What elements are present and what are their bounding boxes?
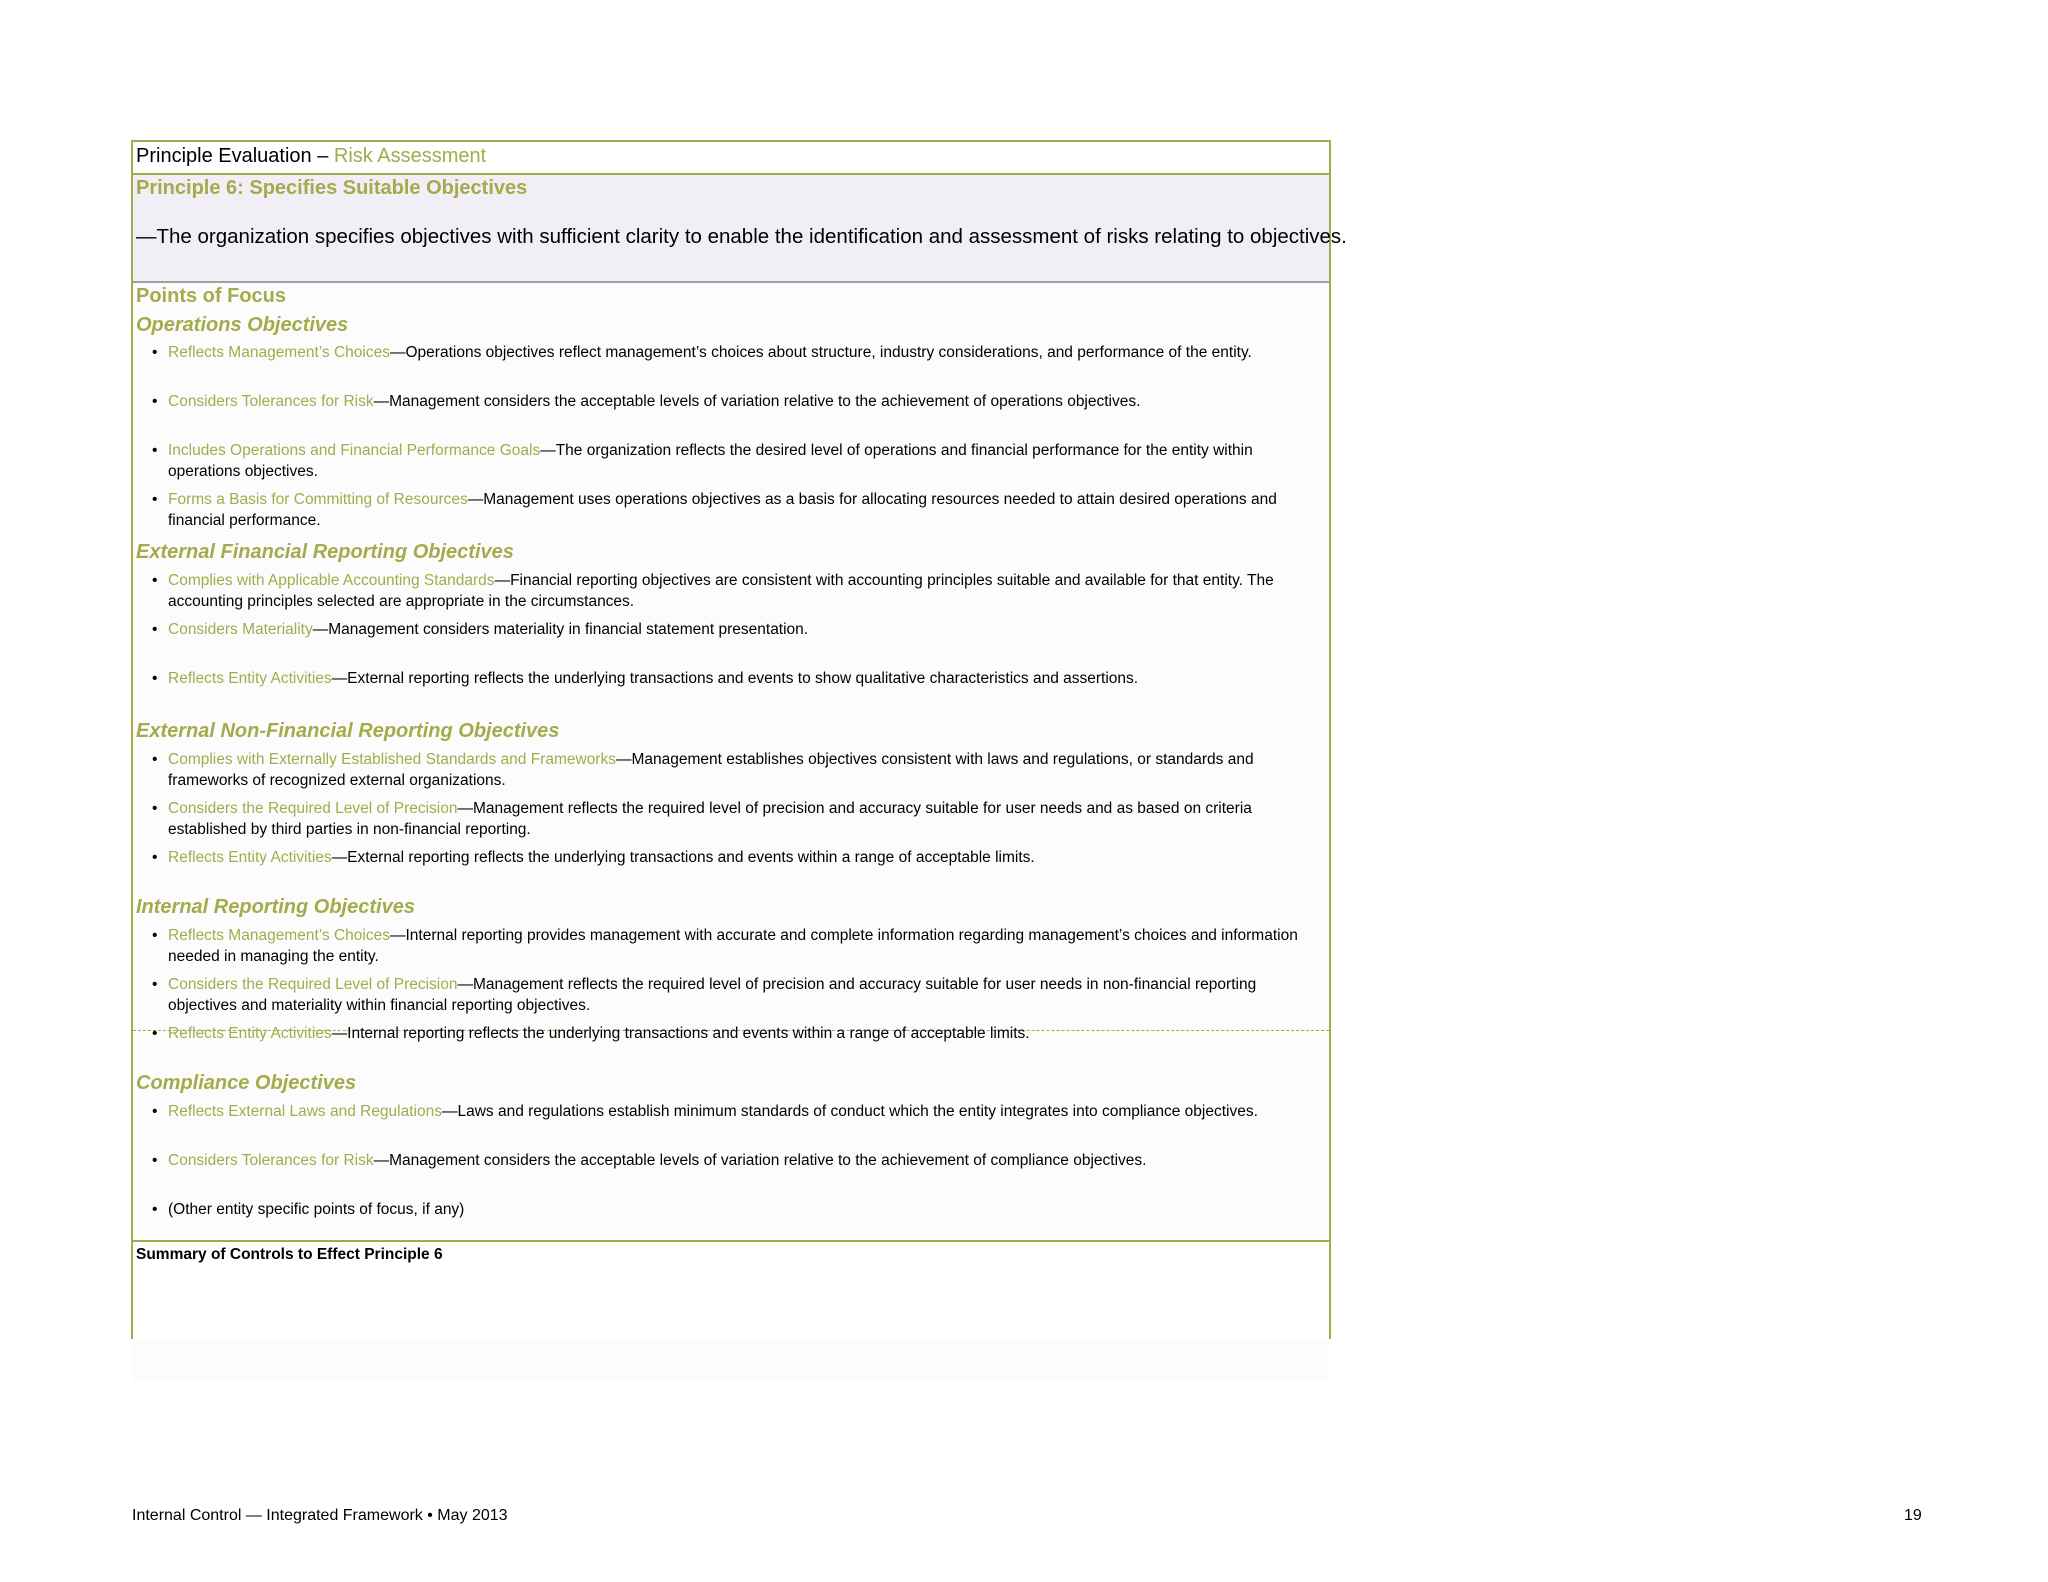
list-item xyxy=(152,440,1318,482)
point-text: —Operations objectives reflect management’s choices about structure, industry considerations, and performance of the entity. xyxy=(390,344,1252,361)
table-title-row xyxy=(133,142,1329,175)
bullet-icon: • xyxy=(152,927,158,944)
bullet-icon: • xyxy=(152,344,158,361)
point-text: —External reporting reflects the underlying transactions and events within a range of acceptable limits. xyxy=(331,849,1035,866)
principle-row xyxy=(133,175,1347,283)
principle-statement: —The organization specifies objectives with sufficient clarity to enable the identification and assessment of risks relating to objectives. xyxy=(136,225,1347,248)
bullet-icon: • xyxy=(152,670,158,687)
point-text: (Other entity specific points of focus, if any) xyxy=(168,1201,465,1218)
list-item xyxy=(152,925,1318,967)
point-lead: Reflects Entity Activities xyxy=(168,849,332,866)
point-text: —Internal reporting provides management with accurate and complete information regarding management’s choices and information needed in managing the entity. xyxy=(168,927,1298,965)
component-name: Risk Assessment xyxy=(333,145,487,167)
point-text: —The organization reflects the desired level of operations and financial performance for the entity within operations objectives. xyxy=(168,442,1253,480)
point-lead: Forms a Basis for Committing of Resources xyxy=(168,491,468,508)
title-prefix: Principle Evaluation – xyxy=(136,145,334,167)
point-text: —Internal reporting reflects the underlying transactions and events within a range of acceptable limits. xyxy=(331,1025,1030,1042)
point-lead: Considers Tolerances for Risk xyxy=(168,393,374,410)
bullet-icon: • xyxy=(152,849,158,866)
footer-title: Internal Control — Integrated Framework • May 2013 xyxy=(132,1507,508,1524)
bullet-icon: • xyxy=(152,572,158,589)
point-text: —Financial reporting objectives are consistent with accounting principles suitable and available for that entity. The accounting principles selected are appropriate in the circumstances. xyxy=(168,572,1274,610)
section-title-external-financial: External Financial Reporting Objectives xyxy=(136,541,514,563)
point-text: —Laws and regulations establish minimum standards of conduct which the entity integrates into compliance objectives. xyxy=(441,1103,1258,1120)
bullet-icon: • xyxy=(152,1152,158,1169)
list-item xyxy=(152,974,1318,1016)
section-title-compliance: Compliance Objectives xyxy=(136,1072,357,1094)
list-item xyxy=(152,1023,1318,1044)
point-text: —Management uses operations objectives as a basis for allocating resources needed to attain desired operations and financial performance. xyxy=(168,491,1277,529)
point-text: —Management considers materiality in financial statement presentation. xyxy=(312,621,809,638)
list-item xyxy=(152,1101,1318,1122)
section-title-operations: Operations Objectives xyxy=(136,314,349,336)
point-text: —Management considers the acceptable levels of variation relative to the achievement of compliance objectives. xyxy=(373,1152,1147,1169)
bullet-icon: • xyxy=(152,1103,158,1120)
section-title-external-non-financial: External Non-Financial Reporting Objectives xyxy=(136,720,560,742)
bullet-icon: • xyxy=(152,1025,158,1042)
list-item xyxy=(152,847,1318,868)
bullet-icon: • xyxy=(152,800,158,817)
point-lead: Considers the Required Level of Precision xyxy=(168,800,458,817)
summary-of-controls-row xyxy=(133,1240,1329,1339)
list-item xyxy=(152,668,1318,689)
list-item xyxy=(152,798,1318,840)
list-item xyxy=(152,489,1318,531)
principle-heading: Principle 6: Specifies Suitable Objectives xyxy=(136,177,528,199)
list-item xyxy=(152,391,1318,412)
point-lead: Reflects Entity Activities xyxy=(168,670,332,687)
point-text: —External reporting reflects the underlying transactions and events to show qualitative characteristics and assertions. xyxy=(331,670,1139,687)
point-lead: Reflects Management’s Choices xyxy=(168,927,390,944)
bullet-icon: • xyxy=(152,393,158,410)
list-item xyxy=(152,570,1318,612)
section-title-internal-reporting: Internal Reporting Objectives xyxy=(136,896,415,918)
list-item xyxy=(152,749,1318,791)
point-lead: Includes Operations and Financial Performance Goals xyxy=(168,442,541,459)
points-of-focus-heading: Points of Focus xyxy=(136,285,286,307)
point-lead: Complies with Applicable Accounting Standards xyxy=(168,572,495,589)
point-lead: Reflects Management’s Choices xyxy=(168,344,390,361)
bullet-icon: • xyxy=(152,621,158,638)
bullet-icon: • xyxy=(152,751,158,768)
point-lead: Considers Tolerances for Risk xyxy=(168,1152,374,1169)
point-lead: Complies with Externally Established Standards and Frameworks xyxy=(168,751,616,768)
list-item xyxy=(152,1199,1318,1220)
points-of-focus-row xyxy=(133,283,1329,1382)
bullet-icon: • xyxy=(152,491,158,508)
point-lead: Considers the Required Level of Precision xyxy=(168,976,458,993)
summary-of-controls-label: Summary of Controls to Effect Principle 6 xyxy=(136,1246,443,1263)
point-text: —Management reflects the required level of precision and accuracy suitable for user needs in non-financial reporting objectives and materiality within financial reporting objectives. xyxy=(168,976,1257,1014)
principle-evaluation-table xyxy=(131,140,1347,1339)
point-text: —Management considers the acceptable levels of variation relative to the achievement of operations objectives. xyxy=(373,393,1141,410)
bullet-icon: • xyxy=(152,1201,158,1218)
page-number: 19 xyxy=(1904,1507,1922,1524)
list-item xyxy=(152,1150,1318,1171)
bullet-icon: • xyxy=(152,976,158,993)
point-lead: Considers Materiality xyxy=(168,621,313,638)
point-text: —Management establishes objectives consistent with laws and regulations, or standards and frameworks of recognized external organizations. xyxy=(168,751,1254,789)
point-lead: Reflects Entity Activities xyxy=(168,1025,332,1042)
point-lead: Reflects External Laws and Regulations xyxy=(168,1103,442,1120)
list-item xyxy=(152,342,1318,363)
bullet-icon: • xyxy=(152,442,158,459)
list-item xyxy=(152,619,1318,640)
point-text: —Management reflects the required level of precision and accuracy suitable for user needs and as based on criteria established by third parties in non-financial reporting. xyxy=(168,800,1252,838)
